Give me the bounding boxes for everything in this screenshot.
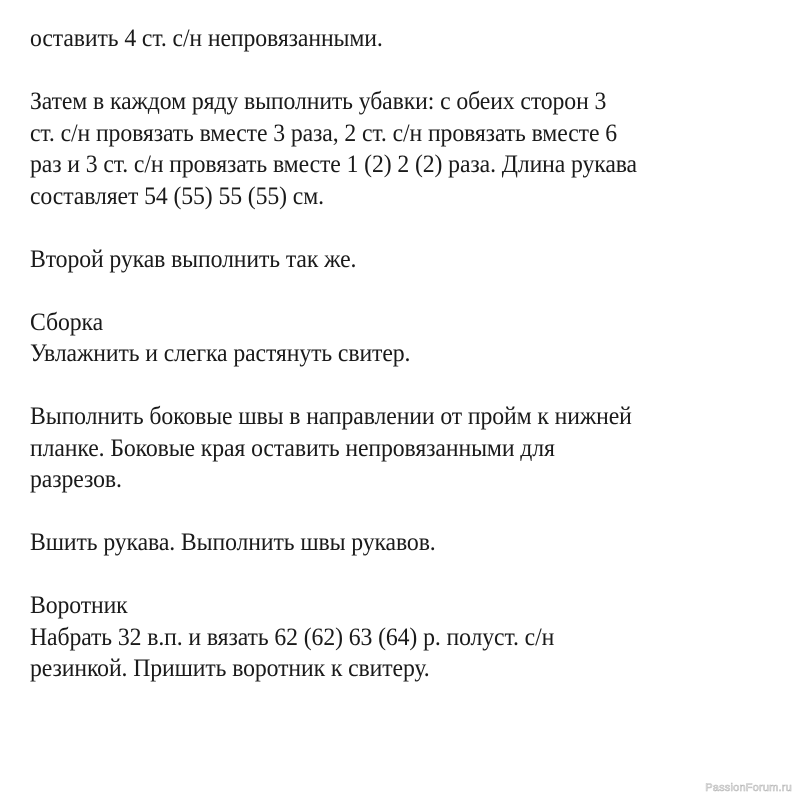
text-line: Набрать 32 в.п. и вязать 62 (62) 63 (64) р. полуст. с/н: [30, 621, 555, 651]
text-line: Затем в каждом ряду выполнить убавки: с обеих сторон 3: [30, 86, 607, 115]
text-line: раз и 3 ст. с/н провязать вместе 1 (2) 2 (2) раза. Длина рукава: [30, 149, 637, 178]
paragraph-gap: [30, 54, 770, 86]
text-line: Увлажнить и слегка растянуть свитер.: [30, 338, 411, 367]
text-line: составляет 54 (55) 55 (55) см.: [30, 180, 324, 210]
section-collar: [30, 589, 770, 684]
paragraph-second-sleeve: [30, 243, 770, 275]
paragraph-gap: [30, 211, 770, 243]
paragraph-side-seams: [30, 400, 770, 495]
paragraph-gap: [30, 558, 770, 590]
text-line: Второй рукав выполнить так же.: [30, 243, 357, 273]
text-line: оставить 4 ст. с/н непровязанными.: [30, 23, 383, 52]
section-assembly: [30, 306, 770, 369]
text-line: Выполнить боковые швы в направлении от пройм к нижней: [30, 401, 632, 430]
paragraph-gap: [30, 274, 770, 306]
paragraph-gap: [30, 369, 770, 401]
text-line: планке. Боковые края оставить непровязанными для: [30, 432, 555, 462]
text-line: разрезов.: [30, 464, 122, 493]
document-page: [30, 22, 770, 684]
text-line: резинкой. Пришить воротник к свитеру.: [30, 653, 430, 682]
paragraph-gap: [30, 495, 770, 527]
text-line: Вшить рукава. Выполнить швы рукавов.: [30, 527, 436, 556]
paragraph-sleeve-decreases: [30, 85, 770, 211]
watermark-text: PassionForum.ru: [705, 782, 792, 794]
section-heading-assembly: Сборка: [30, 306, 104, 336]
paragraph-sleeve-cast-off-end: [30, 22, 770, 54]
paragraph-sew-sleeves: [30, 526, 770, 558]
section-heading-collar: Воротник: [30, 590, 128, 619]
text-line: ст. с/н провязать вместе 3 раза, 2 ст. с/н провязать вместе 6: [30, 117, 617, 147]
